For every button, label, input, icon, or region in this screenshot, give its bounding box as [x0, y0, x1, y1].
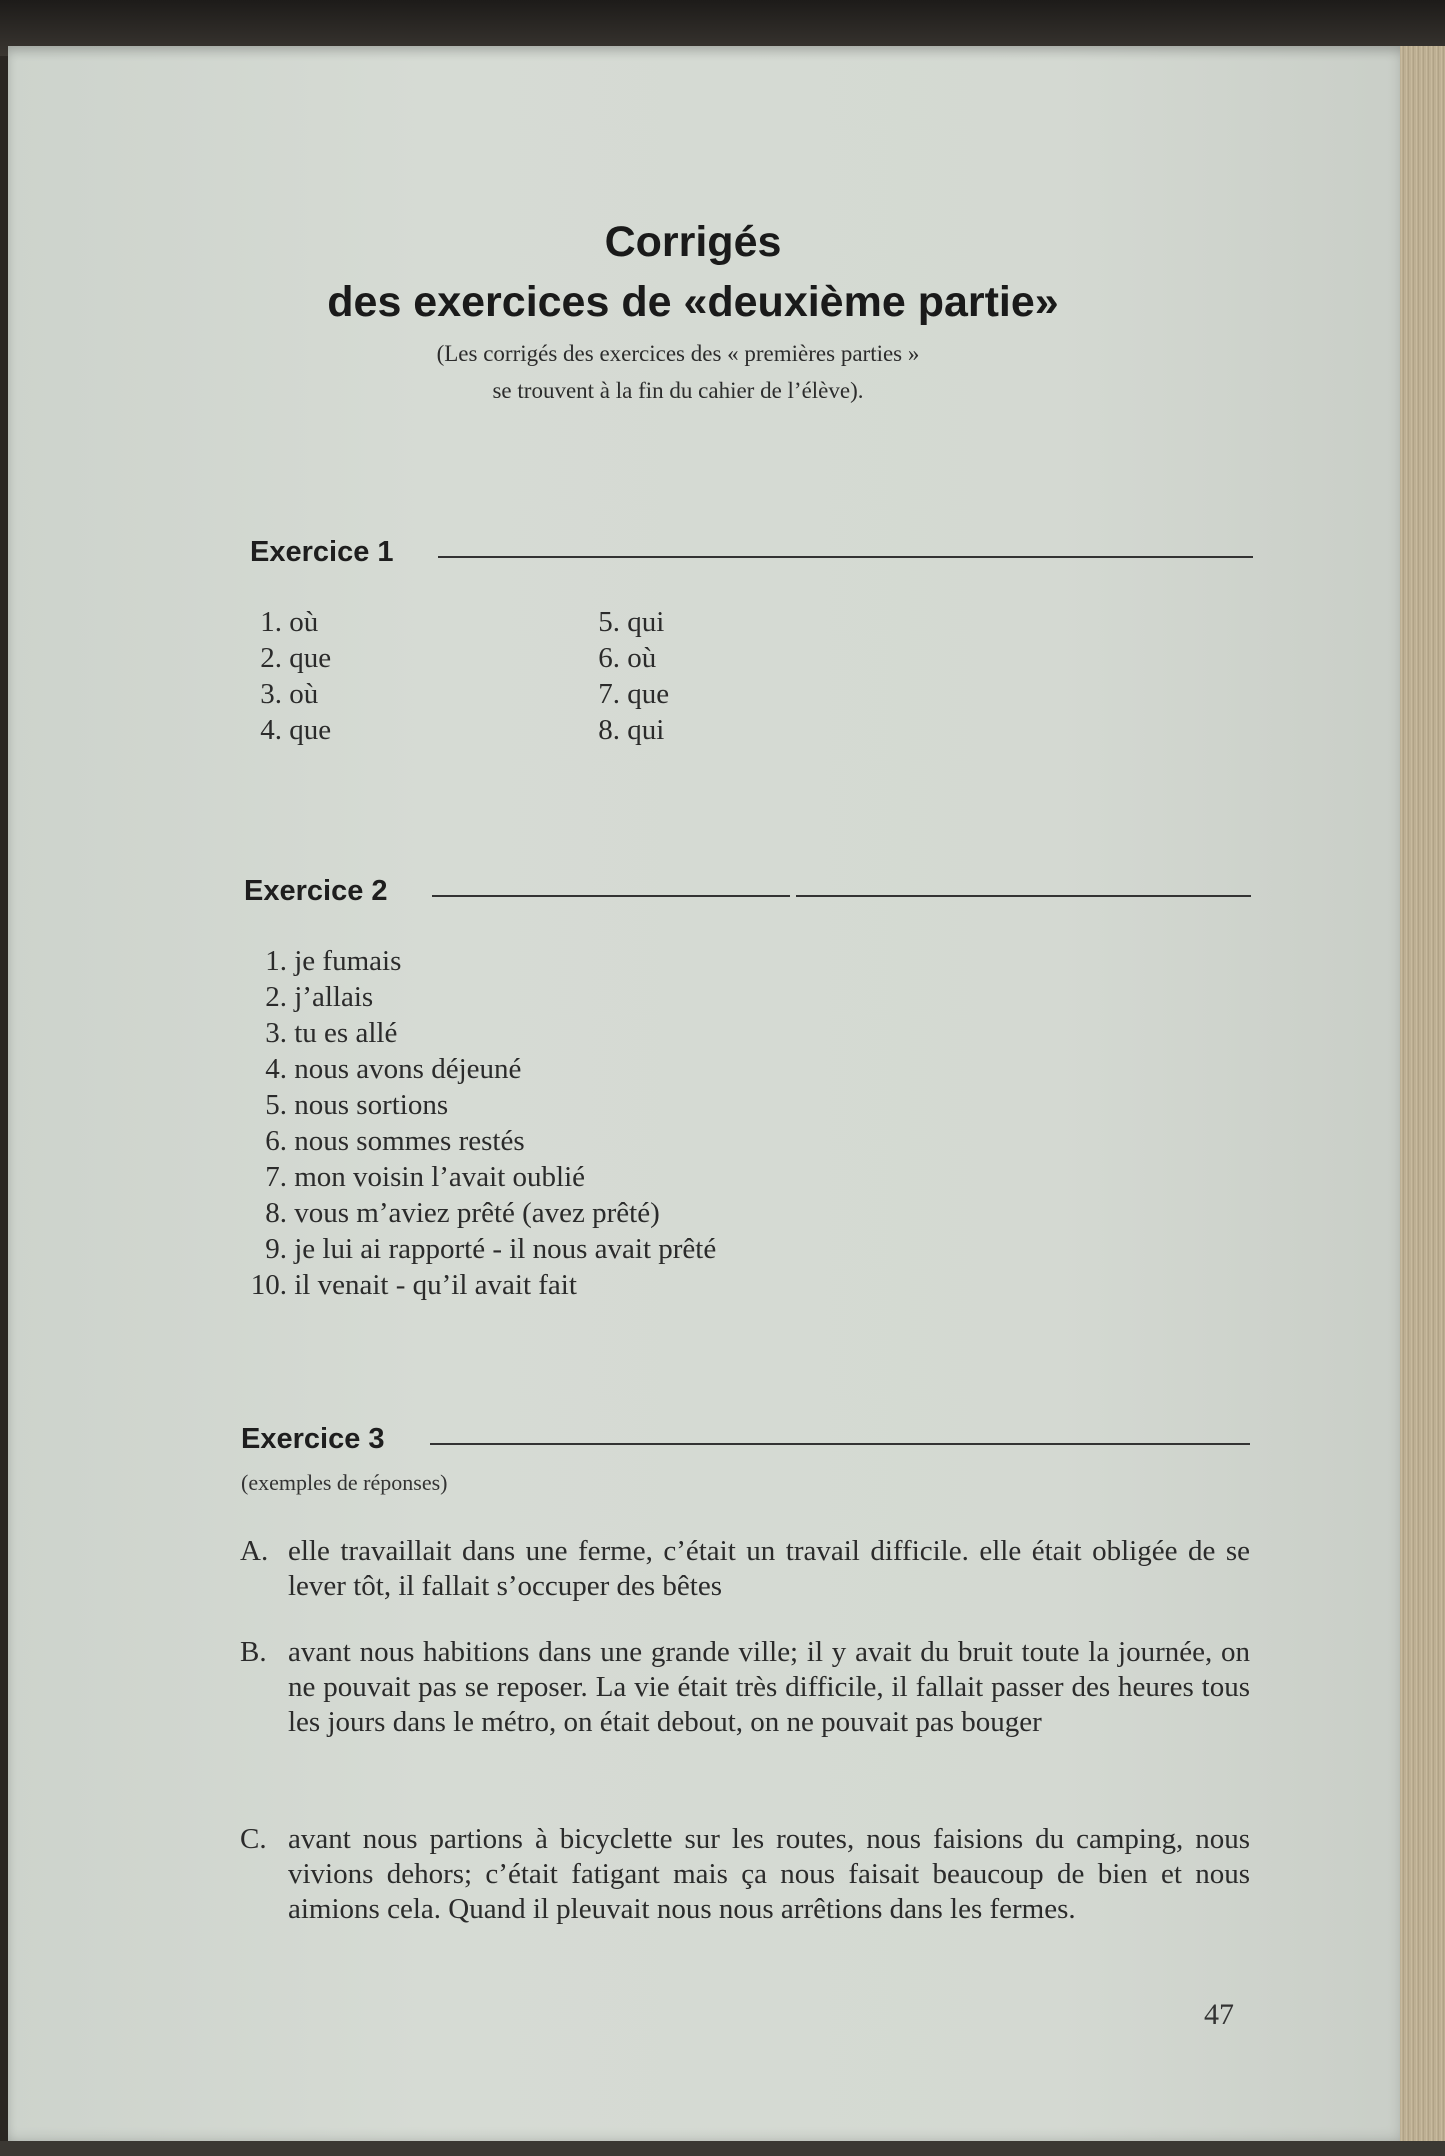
- list-item: 6. où: [598, 642, 657, 674]
- exercice-2-heading: Exercice 2: [244, 875, 388, 907]
- list-item: 1. où: [260, 606, 319, 638]
- exercice-1-rule: [438, 556, 1253, 558]
- list-item: 4. que: [260, 714, 332, 746]
- exercice-3-note: (exemples de réponses): [241, 1470, 448, 1495]
- list-item: 3. où: [260, 678, 319, 710]
- book-bottom-edge: [0, 2141, 1445, 2156]
- list-item: 3. tu es allé: [265, 1017, 398, 1049]
- list-item: 9. je lui ai rapporté - il nous avait prêté: [265, 1233, 717, 1265]
- page-title-line2: des exercices de «deuxième partie»: [327, 278, 1059, 326]
- list-item: 8. qui: [598, 714, 665, 746]
- page-stack-edge: [1400, 46, 1445, 2156]
- subtitle-line1: (Les corrigés des exercices des « premières parties »: [436, 341, 920, 366]
- list-item: 10. il venait - qu’il avait fait: [250, 1269, 577, 1301]
- page-number: 47: [1204, 1998, 1234, 2031]
- answer-text: avant nous habitions dans une grande ville; il y avait du bruit toute la journée, on ne pouvait pas se reposer. La vie était très difficile, il fallait passer des heures tous les jours dans le métro, on était debout, on ne pouvait pas bouger: [288, 1636, 1250, 1738]
- book-page: [8, 46, 1408, 2141]
- answer-letter: A.: [240, 1535, 269, 1567]
- list-item: 7. mon voisin l’avait oublié: [265, 1161, 586, 1193]
- exercice-2-rule-left: [432, 895, 790, 897]
- list-item: 5. qui: [598, 606, 665, 638]
- exercice-1-heading: Exercice 1: [250, 536, 394, 568]
- exercice-2-rule-right: [796, 895, 1251, 897]
- subtitle-line2: se trouvent à la fin du cahier de l’élève).: [492, 378, 864, 403]
- list-item: 5. nous sortions: [265, 1089, 449, 1121]
- list-item: 6. nous sommes restés: [265, 1125, 525, 1157]
- list-item: 4. nous avons déjeuné: [265, 1053, 522, 1085]
- exercice-3-rule: [430, 1443, 1250, 1445]
- exercice-3-heading: Exercice 3: [241, 1423, 385, 1455]
- list-item: 8. vous m’aviez prêté (avez prêté): [265, 1197, 660, 1229]
- answer-b: [240, 1635, 1250, 1740]
- answer-a: [240, 1534, 1250, 1604]
- page-title-line1: Corrigés: [604, 218, 782, 266]
- list-item: 7. que: [598, 678, 670, 710]
- answer-letter: C.: [240, 1823, 267, 1855]
- answer-text: avant nous partions à bicyclette sur les routes, nous faisions du camping, nous vivions dehors; c’était fatigant mais ça nous faisait beaucoup de bien et nous aimions cela. Quand il pleuvait nous nous arrêtions dans les fermes.: [288, 1823, 1250, 1925]
- answer-c: [240, 1822, 1250, 1927]
- answer-letter: B.: [240, 1636, 267, 1668]
- list-item: 2. que: [260, 642, 332, 674]
- list-item: 2. j’allais: [265, 981, 374, 1013]
- list-item: 1. je fumais: [265, 945, 402, 977]
- answer-text: elle travaillait dans une ferme, c’était un travail difficile. elle était obligée de se lever tôt, il fallait s’occuper des bêtes: [288, 1535, 1250, 1602]
